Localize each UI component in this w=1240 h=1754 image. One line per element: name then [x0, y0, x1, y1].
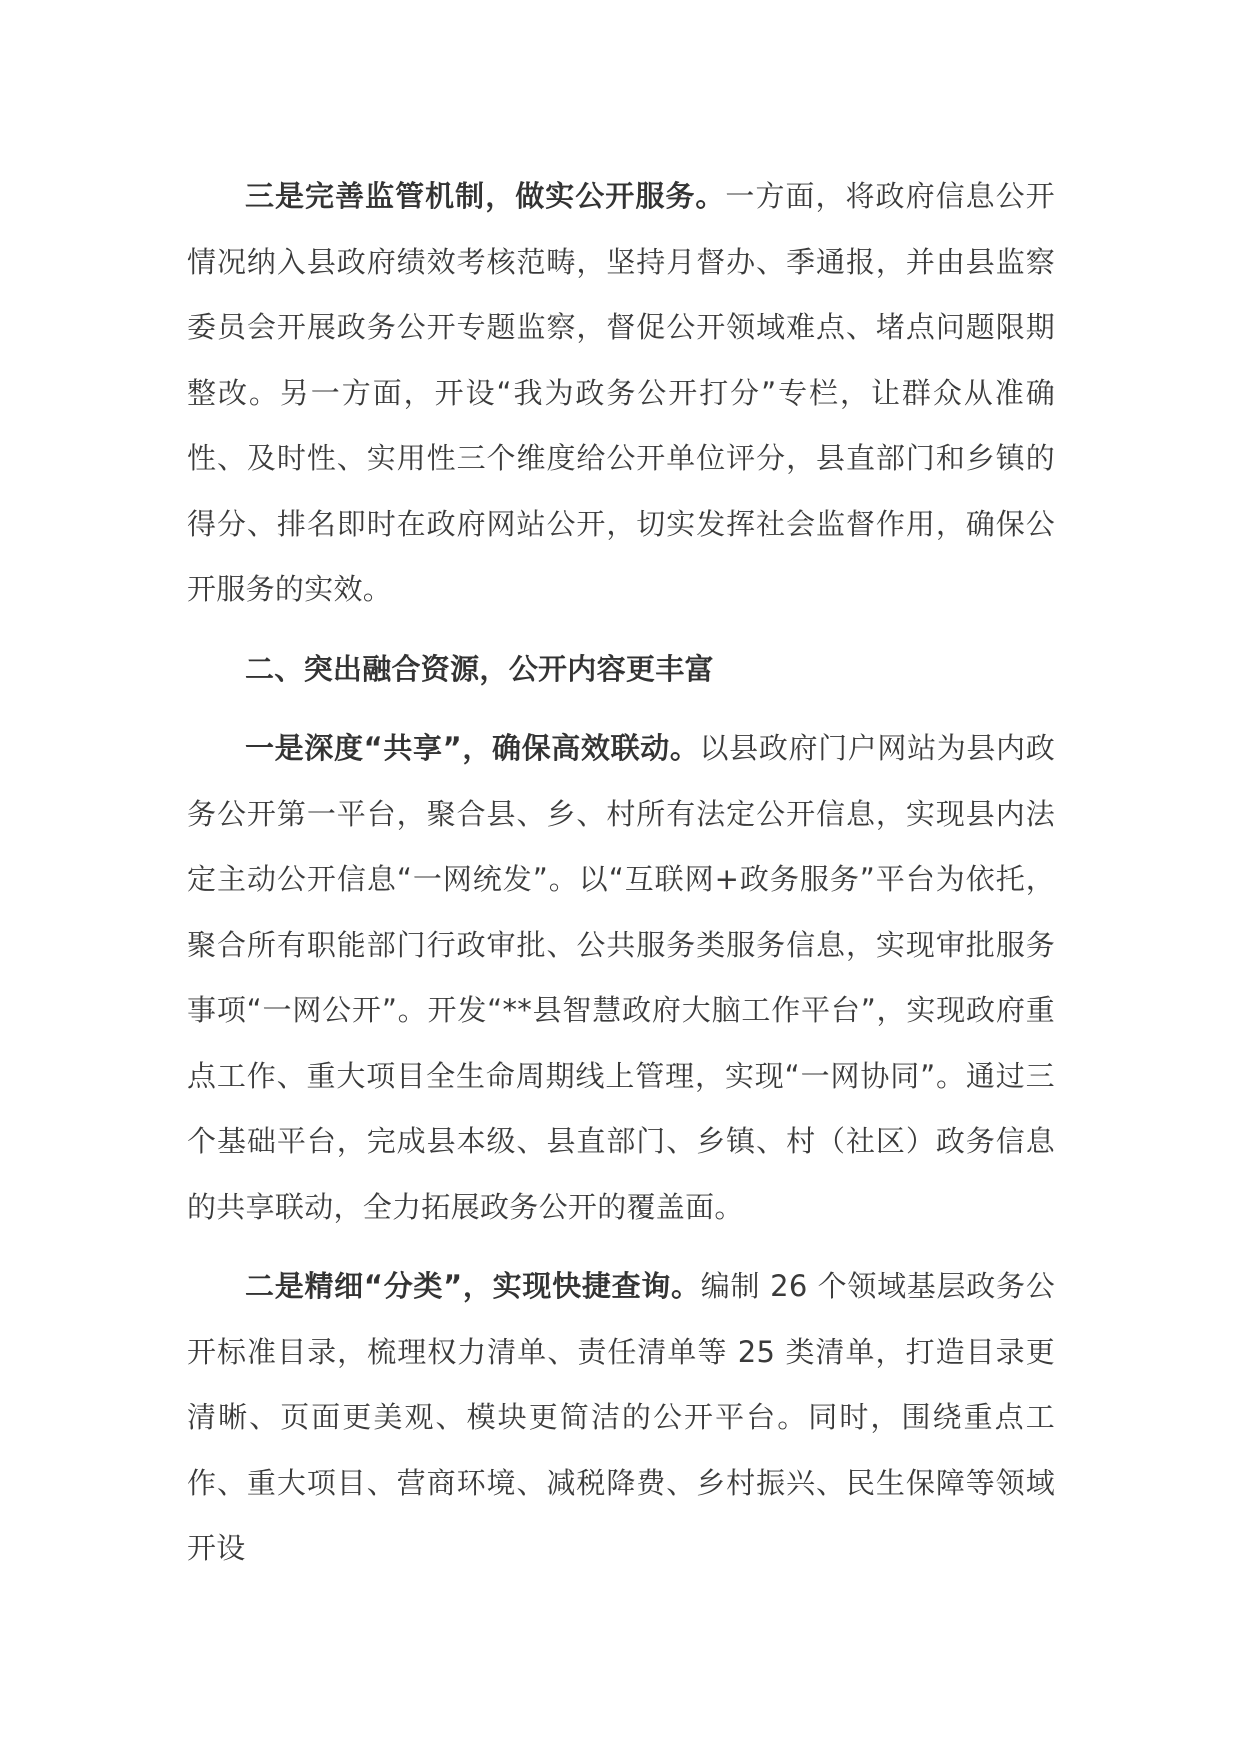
paragraph-body: 以县政府门户网站为县内政务公开第一平台，聚合县、乡、村所有法定公开信息，实现县内法定主动公开信息“一网统发”。以“互联网+政务服务”平台为依托，聚合所有职能部门行政审批、公共服务类服务信息，实现审批服务事项“一网公开”。开发“**县智慧政府大脑工作平台”，实现政府重点工作、重大项目全生命周期线上管理，实现“一网协同”。通过三个基础平台，完成县本级、县直部门、乡镇、村（社区）政务信息的共享联动，全力拓展政务公开的覆盖面。 — [187, 731, 1055, 1224]
paragraph-sharing — [187, 716, 1055, 1240]
document-page — [187, 164, 1055, 1582]
paragraph-lead: 二是精细“分类”，实现快捷查询。 — [245, 1269, 701, 1303]
paragraph-lead: 一是深度“共享”，确保高效联动。 — [245, 731, 700, 765]
section-heading: 二、突出融合资源，公开内容更丰富 — [245, 651, 714, 686]
paragraph-body: 编制 26 个领域基层政务公开标准目录，梳理权力清单、责任清单等 25 类清单，打造目录更清晰、页面更美观、模块更简洁的公开平台。同时，围绕重点工作、重大项目、营商环境、减税降费、乡村振兴、民生保障等领域开设 — [187, 1269, 1056, 1565]
paragraph-body: 一方面，将政府信息公开情况纳入县政府绩效考核范畴，坚持月督办、季通报，并由县监察委员会开展政务公开专题监察，督促公开领域难点、堵点问题限期整改。另一方面，开设“我为政务公开打分”专栏，让群众从准确性、及时性、实用性三个维度给公开单位评分，县直部门和乡镇的得分、排名即时在政府网站公开，切实发挥社会监督作用，确保公开服务的实效。 — [187, 179, 1055, 606]
paragraph-lead: 三是完善监管机制，做实公开服务。 — [245, 179, 726, 213]
paragraph-classification — [187, 1254, 1055, 1582]
paragraph-supervision — [187, 164, 1055, 623]
